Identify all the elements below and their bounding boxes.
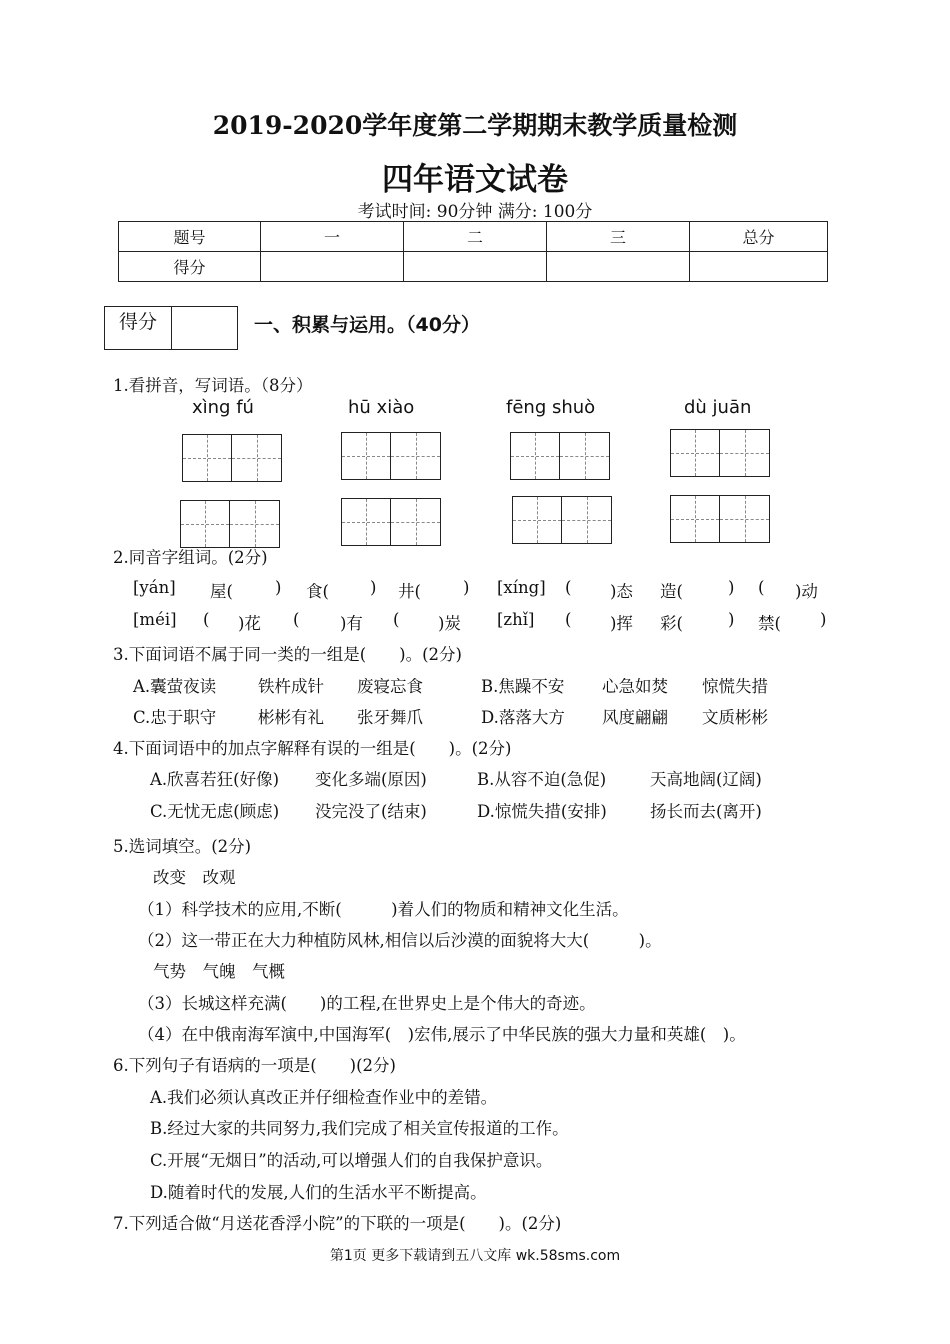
sentence-1: （1）科学技术的应用,不断( )着人们的物质和精神文化生活。 [138, 900, 629, 919]
option-a: A.欣喜若狂(好像) [150, 770, 280, 789]
blank-text: ) [728, 578, 735, 597]
score-table-cell: 总分 [690, 222, 828, 252]
section-score-box [104, 306, 238, 350]
writing-grid[interactable] [512, 496, 612, 544]
question-3: 3.下面词语不属于同一类的一组是( )。(2分) [113, 645, 462, 664]
score-table-header-row [119, 222, 828, 252]
pinyin-tag: [zhǐ] [497, 610, 535, 629]
blank-text: 彩( [660, 614, 683, 633]
blank-text: ( [293, 610, 300, 629]
writing-grid[interactable] [670, 495, 770, 543]
score-table-score-row [119, 252, 828, 282]
question-7: 7.下列适合做“月送花香浮小院”的下联的一项是( )。(2分) [113, 1214, 562, 1233]
option-c: C.无忧无虑(顾虑) [150, 802, 280, 821]
option-a: A.囊萤夜读 [133, 677, 217, 696]
blank-text: ( [758, 578, 765, 597]
blank-text: 屋( [210, 582, 233, 601]
question-5: 5.选词填空。(2分) [113, 837, 252, 856]
option-d-word: 文质彬彬 [702, 708, 768, 727]
blank-text: ) [728, 610, 735, 629]
pinyin-1: xìng fú [192, 397, 254, 418]
blank-text: )态 [610, 582, 633, 601]
score-table-cell: 二 [404, 222, 547, 252]
blank-text: 井( [398, 582, 421, 601]
option-a-word: 废寝忘食 [357, 677, 423, 696]
option-b-word: 惊慌失措 [702, 677, 768, 696]
option-c-word: 张牙舞爪 [357, 708, 423, 727]
writing-grid[interactable] [341, 498, 441, 546]
blank-text: ) [275, 578, 282, 597]
writing-grid[interactable] [182, 434, 282, 482]
score-table-cell: 三 [547, 222, 690, 252]
word-choices: 改变 改观 [153, 868, 236, 887]
option-a-word: 变化多端(原因) [315, 770, 427, 789]
section-score-label: 得分 [105, 307, 172, 349]
blank-text: ) [370, 578, 377, 597]
blank-text: )有 [340, 614, 363, 633]
option-a-word: 铁杵成针 [258, 677, 324, 696]
option-b-word: 心急如焚 [602, 677, 668, 696]
option-c: C.开展“无烟日”的活动,可以增强人们的自我保护意识。 [150, 1151, 553, 1170]
writing-grid[interactable] [510, 432, 610, 480]
blank-text: ( [393, 610, 400, 629]
question-2: 2.同音字组词。(2分) [113, 548, 268, 567]
question-1: 1.看拼音，写词语。（8分） [113, 376, 313, 395]
pinyin-tag: [yán] [133, 578, 176, 597]
option-a: A.我们必须认真改正并仔细检查作业中的差错。 [150, 1088, 498, 1107]
writing-grid[interactable] [180, 500, 280, 548]
sentence-2: （2）这一带正在大力种植防风林,相信以后沙漠的面貌将大大( )。 [138, 931, 662, 950]
sentence-4: （4）在中俄南海军演中,中国海军( )宏伟,展示了中华民族的强大力量和英雄( )。 [138, 1025, 746, 1044]
blank-text: )动 [795, 582, 818, 601]
score-entry-cell[interactable] [547, 252, 690, 282]
blank-text: ( [203, 610, 210, 629]
blank-text: )挥 [610, 614, 633, 633]
score-entry-cell[interactable] [261, 252, 404, 282]
blank-text: ) [820, 610, 827, 629]
score-entry-cell[interactable] [404, 252, 547, 282]
page-footer: 第1页 更多下载请到五八文库 wk.58sms.com [329, 1248, 621, 1264]
pinyin-tag: [xíng] [497, 578, 546, 597]
score-table-cell: 一 [261, 222, 404, 252]
blank-text: 食( [306, 582, 329, 601]
option-d-word: 风度翩翩 [602, 708, 668, 727]
option-b-word: 天高地阔(辽阔) [650, 770, 762, 789]
question-6: 6.下列句子有语病的一项是( )(2分) [113, 1056, 396, 1075]
score-table [118, 221, 828, 282]
score-table-cell: 得分 [119, 252, 261, 282]
option-c-word: 彬彬有礼 [258, 708, 324, 727]
option-d: D.惊慌失措(安排) [477, 802, 607, 821]
option-b: B.焦躁不安 [481, 677, 565, 696]
option-c-word: 没完没了(结束) [315, 802, 427, 821]
exam-subtitle: 四年语文试卷 [382, 162, 568, 198]
section-heading: 一、积累与运用。（40分） [254, 314, 480, 336]
blank-text: ( [565, 578, 572, 597]
pinyin-2: hū xiào [348, 397, 415, 418]
writing-grid[interactable] [670, 429, 770, 477]
exam-info: 考试时间: 90分钟 满分: 100分 [357, 202, 593, 222]
exam-title: 2019-2020学年度第二学期期末教学质量检测 [212, 111, 738, 140]
option-c: C.忠于职守 [133, 708, 217, 727]
option-b: B.从容不迫(急促) [477, 770, 607, 789]
score-entry-cell[interactable] [690, 252, 828, 282]
pinyin-3: fēng shuò [506, 397, 596, 418]
option-b: B.经过大家的共同努力,我们完成了相关宣传报道的工作。 [150, 1119, 569, 1138]
option-d-word: 扬长而去(离开) [650, 802, 762, 821]
blank-text: )花 [238, 614, 261, 633]
question-4: 4.下面词语中的加点字解释有误的一组是( )。(2分) [113, 739, 512, 758]
blank-text: )炭 [438, 614, 461, 633]
score-table-cell: 题号 [119, 222, 261, 252]
pinyin-4: dù juān [684, 397, 752, 418]
sentence-3: （3）长城这样充满( )的工程,在世界史上是个伟大的奇迹。 [138, 994, 596, 1013]
option-d: D.落落大方 [481, 708, 565, 727]
blank-text: ) [463, 578, 470, 597]
writing-grid[interactable] [341, 432, 441, 480]
blank-text: ( [565, 610, 572, 629]
option-d: D.随着时代的发展,人们的生活水平不断提高。 [150, 1183, 487, 1202]
word-choices: 气势 气魄 气概 [153, 962, 285, 981]
pinyin-tag: [méi] [133, 610, 177, 629]
blank-text: 造( [660, 582, 683, 601]
blank-text: 禁( [758, 614, 781, 633]
